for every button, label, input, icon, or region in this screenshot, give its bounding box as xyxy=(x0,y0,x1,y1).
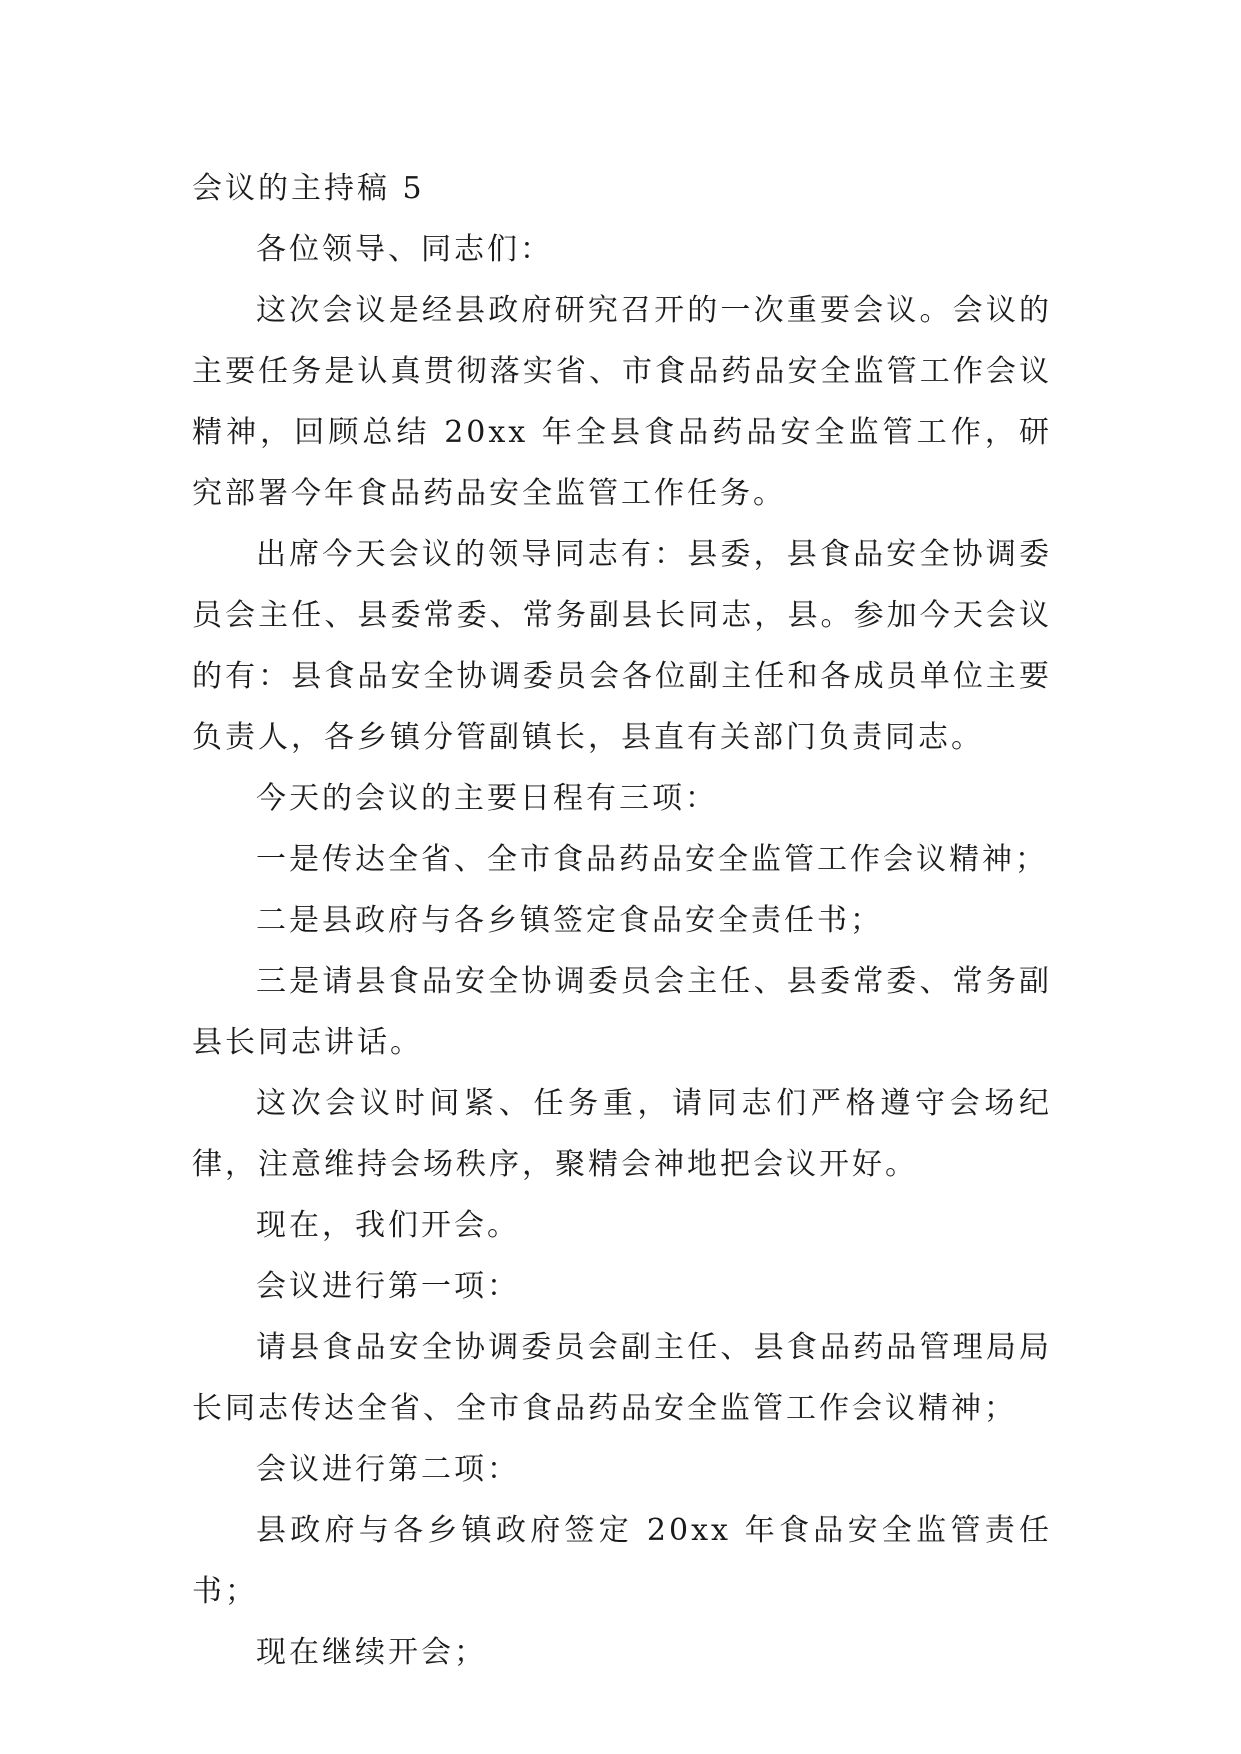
paragraph-agenda-item-1: 一是传达全省、全市食品药品安全监管工作会议精神； xyxy=(256,842,1048,877)
paragraph-attendees: 出席今天会议的领导同志有：县委，县食品安全协调委员会主任、县委常委、常务副县长同志，县。参加今天会议的有：县食品安全协调委员会各位副主任和各成员单位主要负责人，各乡镇分管副镇长，县直有关部门负责同志。 xyxy=(192,537,1052,755)
paragraph-item-2-heading: 会议进行第二项： xyxy=(256,1452,520,1487)
document-title: 会议的主持稿 5 xyxy=(192,171,425,206)
document-body xyxy=(192,158,1052,1683)
paragraph-agenda-item-3: 三是请县食品安全协调委员会主任、县委常委、常务副县长同志讲话。 xyxy=(192,964,1052,1060)
paragraph-meeting-purpose: 这次会议是经县政府研究召开的一次重要会议。会议的主要任务是认真贯彻落实省、市食品药品安全监管工作会议精神，回顾总结 20xx 年全县食品药品安全监管工作，研究部署今年食品药品安全监管工作任务。 xyxy=(192,293,1052,511)
paragraph-greeting: 各位领导、同志们： xyxy=(256,232,553,267)
paragraph-item-1-detail: 请县食品安全协调委员会副主任、县食品药品管理局局长同志传达全省、全市食品药品安全监管工作会议精神； xyxy=(192,1330,1052,1426)
paragraph-continue: 现在继续开会； xyxy=(256,1635,487,1670)
paragraph-agenda-intro: 今天的会议的主要日程有三项： xyxy=(256,781,718,816)
paragraph-discipline: 这次会议时间紧、任务重，请同志们严格遵守会场纪律，注意维持会场秩序，聚精会神地把会议开好。 xyxy=(192,1086,1052,1182)
paragraph-item-2-detail: 县政府与各乡镇政府签定 20xx 年食品安全监管责任书； xyxy=(192,1513,1052,1609)
paragraph-agenda-item-2: 二是县政府与各乡镇签定食品安全责任书； xyxy=(256,903,883,938)
paragraph-item-1-heading: 会议进行第一项： xyxy=(256,1269,520,1304)
paragraph-meeting-start: 现在，我们开会。 xyxy=(256,1208,520,1243)
